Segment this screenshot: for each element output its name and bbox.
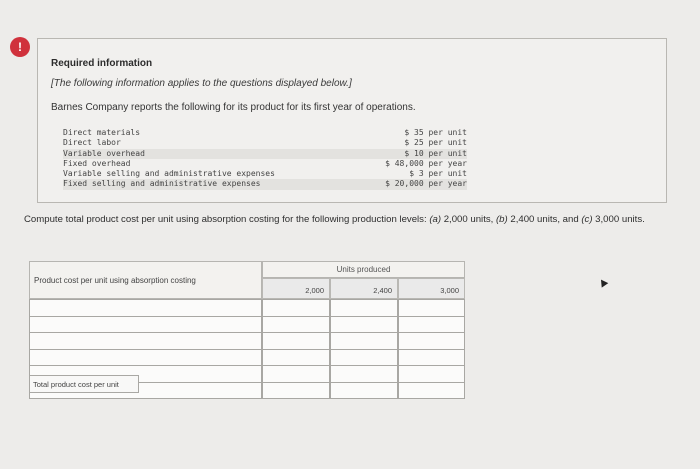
amount-input[interactable] bbox=[330, 332, 398, 350]
amount-input[interactable] bbox=[398, 332, 465, 350]
cost-row: Fixed selling and administrative expenses $ 20,000 per year bbox=[63, 179, 467, 189]
amount-input[interactable] bbox=[330, 365, 398, 383]
amount-input[interactable] bbox=[330, 382, 398, 400]
row-label-input[interactable] bbox=[29, 332, 262, 350]
amount-input[interactable] bbox=[330, 299, 398, 317]
row-label-input[interactable] bbox=[29, 349, 262, 367]
column-header: 2,400 bbox=[330, 278, 398, 299]
cursor-icon bbox=[598, 277, 609, 287]
amount-input[interactable] bbox=[262, 316, 330, 334]
row-label-input[interactable] bbox=[29, 299, 262, 317]
cost-row: Variable overhead $ 10 per unit bbox=[63, 148, 467, 158]
column-header: 3,000 bbox=[398, 278, 465, 299]
alert-icon: ! bbox=[10, 37, 30, 57]
amount-input[interactable] bbox=[330, 349, 398, 367]
amount-input[interactable] bbox=[398, 382, 465, 400]
amount-input[interactable] bbox=[262, 332, 330, 350]
answer-table bbox=[29, 261, 465, 386]
cost-row: Variable selling and administrative expenses $ 3 per unit bbox=[63, 169, 467, 179]
cost-row: Direct labor $ 25 per unit bbox=[63, 138, 467, 148]
amount-input[interactable] bbox=[262, 382, 330, 400]
amount-input[interactable] bbox=[262, 365, 330, 383]
amount-input[interactable] bbox=[398, 365, 465, 383]
amount-input[interactable] bbox=[398, 349, 465, 367]
total-product-cost-label: Total product cost per unit bbox=[29, 375, 139, 393]
cost-row: Fixed overhead $ 48,000 per year bbox=[63, 158, 467, 168]
info-intro: Barnes Company reports the following for its product for its first year of operations. bbox=[51, 102, 416, 113]
row-header: Product cost per unit using absorption costing bbox=[29, 261, 262, 299]
amount-input[interactable] bbox=[262, 349, 330, 367]
amount-input[interactable] bbox=[398, 299, 465, 317]
column-header: 2,000 bbox=[262, 278, 330, 299]
amount-input[interactable] bbox=[262, 299, 330, 317]
cost-list bbox=[63, 128, 467, 190]
required-information-panel bbox=[37, 38, 667, 203]
amount-input[interactable] bbox=[398, 316, 465, 334]
cost-row: Direct materials $ 35 per unit bbox=[63, 128, 467, 137]
info-note: [The following information applies to the questions displayed below.] bbox=[51, 78, 352, 89]
amount-input[interactable] bbox=[330, 316, 398, 334]
row-label-input[interactable] bbox=[29, 316, 262, 334]
question-text: Compute total product cost per unit using absorption costing for the following production levels: (a) 2,000 units, (b) 2,400 units, and (c) 3,000 units. bbox=[24, 214, 645, 225]
required-information-title: Required information bbox=[51, 58, 153, 69]
units-produced-header: Units produced bbox=[262, 261, 465, 278]
